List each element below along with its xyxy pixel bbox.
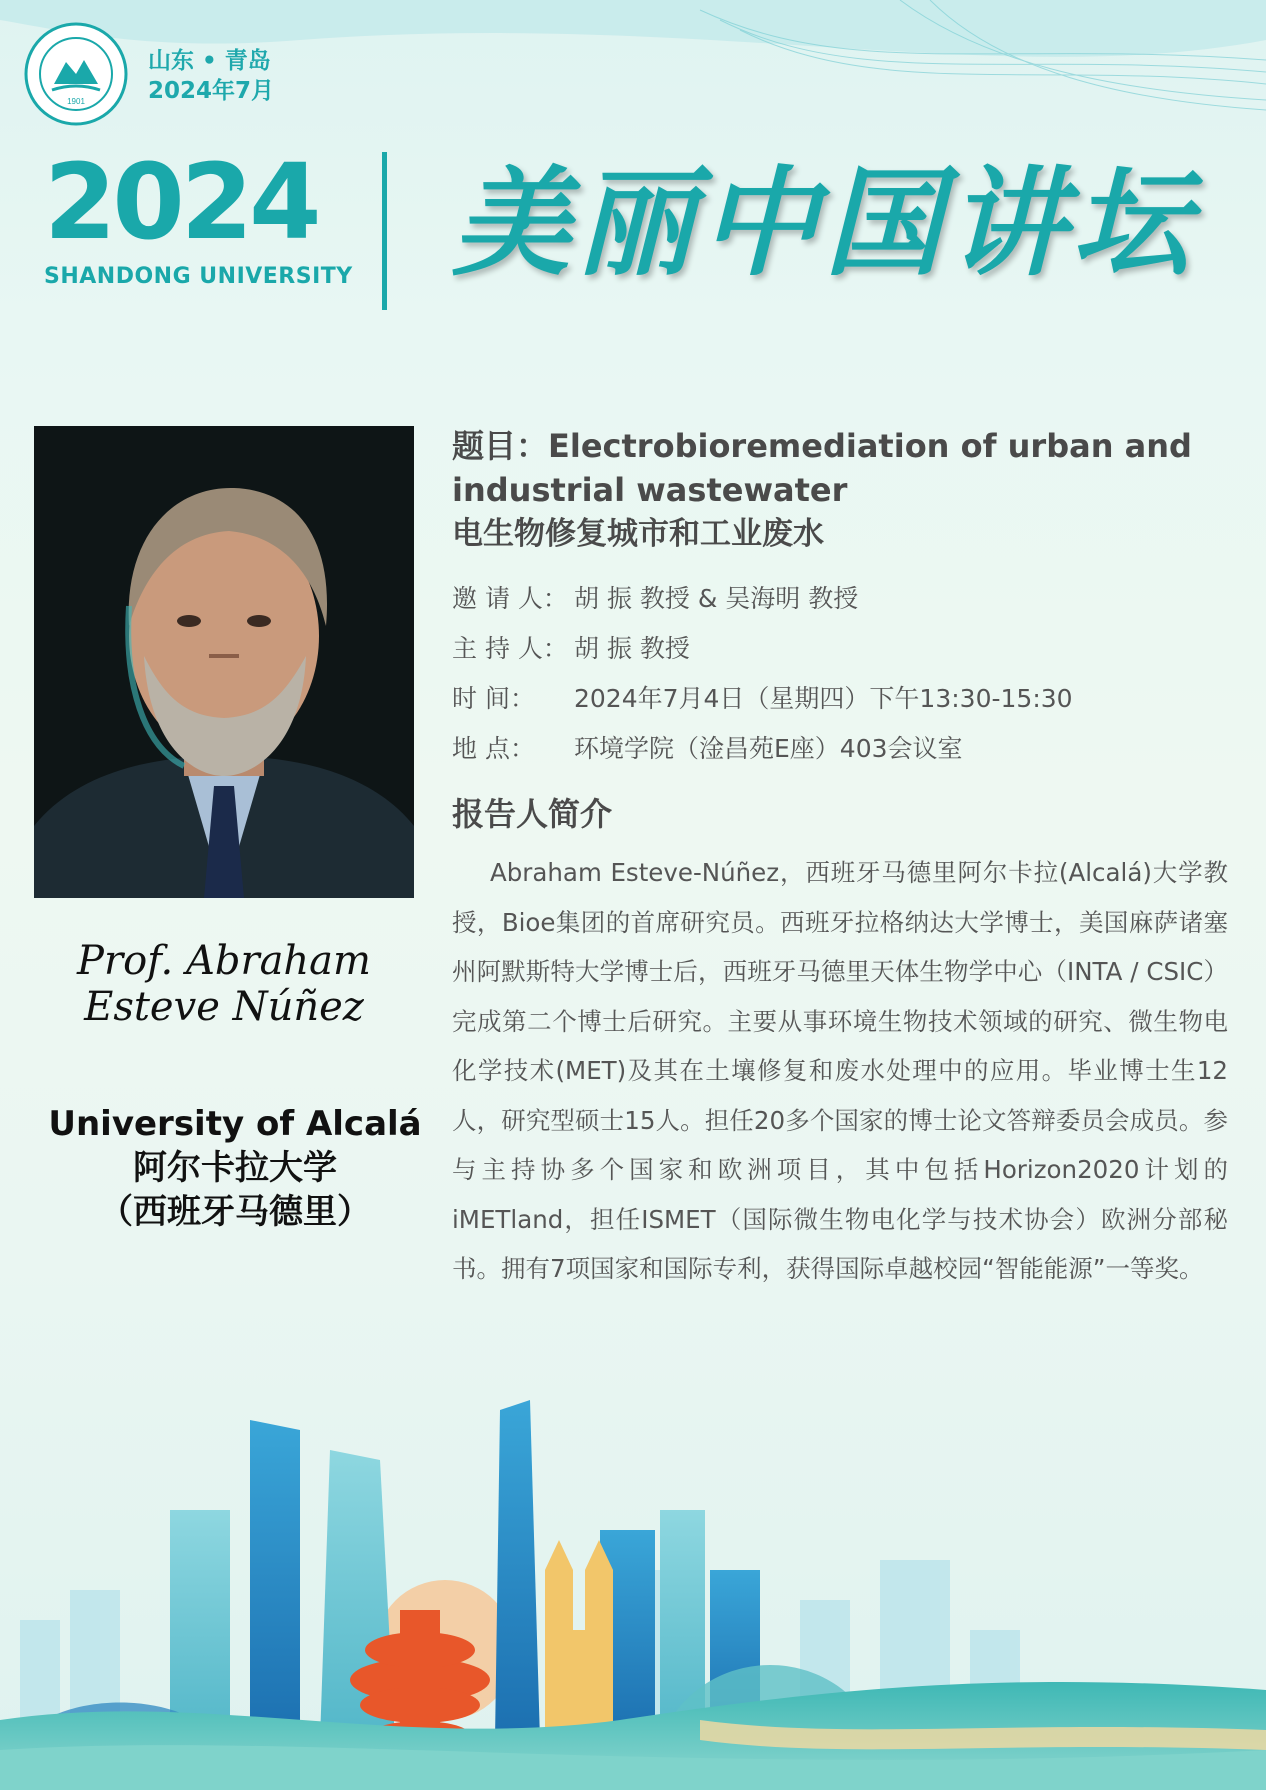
info-value: 2024年7月4日（星期四）下午13:30-15:30 <box>574 684 1073 713</box>
talk-details <box>452 424 1228 1294</box>
info-row-time <box>452 674 1228 724</box>
header-divider <box>382 152 387 310</box>
affiliation-en: University of Alcalá <box>48 1104 422 1144</box>
info-label: 主 持 人： <box>452 634 568 663</box>
info-label: 邀 请 人： <box>452 584 568 613</box>
info-value: 胡 振 教授 <box>574 634 690 663</box>
speaker-photo <box>34 426 414 898</box>
info-row-host <box>452 624 1228 674</box>
speaker-name-line1: Prof. Abraham <box>77 938 371 984</box>
seal-year: 1901 <box>67 97 85 106</box>
university-seal-icon <box>24 22 128 126</box>
talk-info-list <box>452 574 1228 774</box>
date-line: 2024年7月 <box>148 78 275 104</box>
info-value: 环境学院（淦昌苑E座）403会议室 <box>574 734 963 763</box>
affiliation-location: （西班牙马德里） <box>99 1192 371 1232</box>
event-location-date <box>148 46 274 106</box>
info-label: 时 间： <box>452 684 535 713</box>
university-name-en: SHANDONG UNIVERSITY <box>44 264 353 289</box>
bio-text: Abraham Esteve-Núñez，西班牙马德里阿尔卡拉(Alcalá)大学教授，Bioe集团的首席研究员。西班牙拉格纳达大学博士，美国麻萨诸塞州阿默斯特大学博士后，西班牙马德里天体生物学中心（INTA / CSIC）完成第二个博士后研究。主要从事环境生物技术领域的研究、微生物电化学技术(MET)及其在土壤修复和废水处理中的应用。毕业博士生12人，研究型硕士15人。担任20多个国家的博士论文答辩委员会成员。参与主持协多个国家和欧洲项目，其中包括Horizon2020计划的iMETland，担任ISMET（国际微生物电化学与技术协会）欧洲分部秘书。拥有7项国家和国际专利，获得国际卓越校园“智能能源”一等奖。 <box>452 858 1228 1283</box>
info-label: 地 点： <box>452 734 535 763</box>
speaker-name <box>34 938 414 1030</box>
year-logo-block <box>44 141 364 310</box>
talk-title-zh: 电生物修复城市和工业废水 <box>452 516 824 552</box>
info-row-inviter <box>452 574 1228 624</box>
info-value: 胡 振 教授 & 吴海明 教授 <box>574 584 859 613</box>
series-title: 美丽中国讲坛 <box>452 153 1197 292</box>
bio-paragraph <box>452 848 1228 1294</box>
location-line: 山东 • 青岛 <box>148 48 271 74</box>
portrait-illustration <box>34 426 414 898</box>
year-mark: 2024 <box>44 141 318 263</box>
speaker-name-line2: Esteve Núñez <box>84 984 364 1030</box>
bio-heading: 报告人简介 <box>452 795 613 833</box>
speaker-affiliation <box>34 1102 436 1234</box>
city-skyline-illustration <box>0 1390 1266 1790</box>
affiliation-zh: 阿尔卡拉大学 <box>133 1148 337 1188</box>
talk-title-en-line1: 题目：Electrobioremediation of urban and <box>452 427 1192 465</box>
talk-title-en-line2: industrial wastewater <box>452 471 848 509</box>
info-row-venue <box>452 724 1228 774</box>
